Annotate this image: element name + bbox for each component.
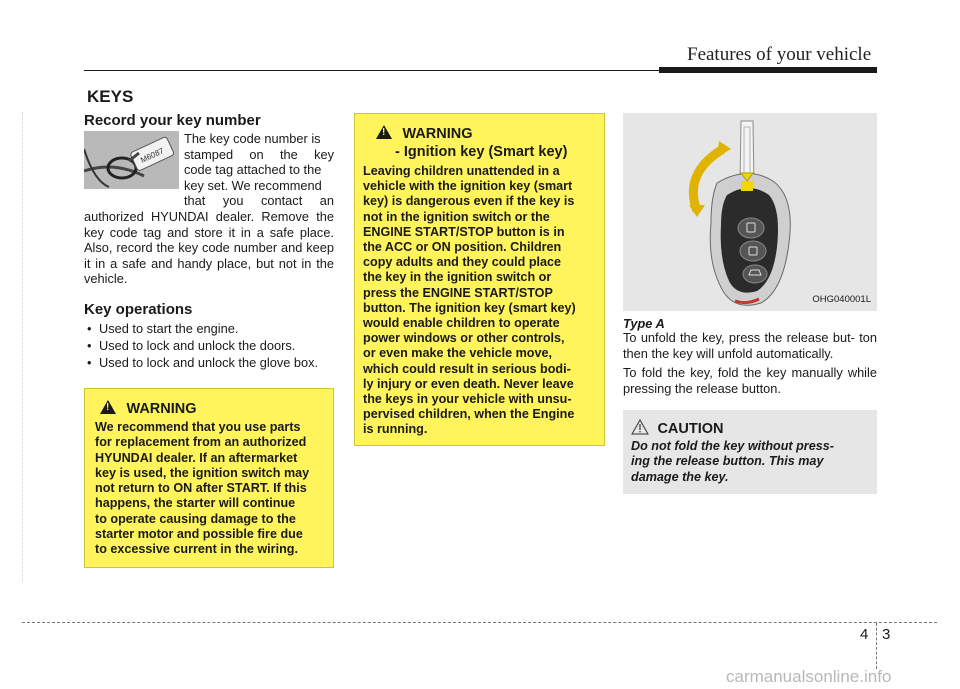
key-tag-text: M6087 <box>139 146 166 165</box>
text-line: which could result in serious bodi- <box>363 361 571 376</box>
text-line: happens, the starter will continue <box>95 496 296 511</box>
text-line: not return to ON after START. If this <box>95 481 307 496</box>
warning-icon: ! <box>376 125 392 139</box>
text-line: the ACC or ON position. Children <box>363 240 562 255</box>
key-operations-heading: Key operations <box>84 301 193 318</box>
list-item: • Used to lock and unlock the glove box. <box>84 354 344 371</box>
margin-guide <box>22 112 23 582</box>
warning-text <box>95 420 324 558</box>
figure-code: OHG040001L <box>812 294 871 305</box>
text-line: key) is dangerous even if the key is <box>363 194 575 209</box>
text-line: power windows or other controls, <box>363 331 565 346</box>
list-item: • Used to start the engine. <box>84 320 344 337</box>
fold-paragraph: To fold the key, fold the key manually while pressing the release button. <box>623 365 877 396</box>
warning-title-row <box>100 400 324 418</box>
text-line: is running. <box>363 422 428 437</box>
caution-icon <box>631 419 649 435</box>
warning-subtitle: - Ignition key (Smart key) <box>395 144 568 160</box>
record-paragraph-wrapped <box>184 131 334 209</box>
warning-parts-box <box>84 388 334 568</box>
record-key-number-heading: Record your key number <box>84 112 261 129</box>
caution-title-row <box>631 419 724 438</box>
list-item: • Used to lock and unlock the doors. <box>84 337 344 354</box>
smart-key-figure <box>623 113 877 311</box>
warning-ignition-box <box>354 113 605 446</box>
text-line: not in the ignition switch or the <box>363 209 550 224</box>
key-tag-image <box>84 131 179 189</box>
unfold-paragraph: To unfold the key, press the release but- ton then the key will unfold automatically. <box>623 330 877 361</box>
text-line: the key in the ignition switch or <box>363 270 552 285</box>
page-number: 3 <box>882 626 891 643</box>
page-divider <box>876 623 877 669</box>
warning-title: WARNING <box>126 401 197 417</box>
text-line: ENGINE START/STOP button is in <box>363 224 565 239</box>
text-line: code tag attached to the <box>184 162 322 178</box>
key-operations-list <box>84 320 344 371</box>
text-line: The key code number is <box>184 131 321 146</box>
warning-title: WARNING <box>402 126 473 142</box>
text-line: to excessive current in the wiring. <box>95 542 298 557</box>
section-title: Features of your vehicle <box>687 44 872 65</box>
text-line: that you contact an <box>184 193 334 209</box>
warning-icon: ! <box>100 400 116 414</box>
type-a-label: Type A <box>623 316 665 331</box>
text-line: vehicle with the ignition key (smart <box>363 179 573 194</box>
text-line: Leaving children unattended in a <box>363 164 560 178</box>
text-line: stamped on the key <box>184 146 334 162</box>
text-line: starter motor and possible fire due <box>95 527 303 542</box>
text-line: HYUNDAI dealer. If an aftermarket <box>95 450 298 465</box>
text-line: Do not fold the key without press- <box>631 439 834 453</box>
watermark: carmanualsonline.info <box>726 667 892 686</box>
text-line: the keys in your vehicle with unsu- <box>363 392 572 407</box>
text-line: button. The ignition key (smart key) <box>363 300 576 315</box>
warning-title-row <box>376 125 597 143</box>
text-line: press the ENGINE START/STOP <box>363 285 553 300</box>
smart-key-illustration <box>623 113 877 311</box>
text-line: pervised children, when the Engine <box>363 407 575 422</box>
text-line: would enable children to operate <box>363 316 560 331</box>
text-line: to operate causing damage to the <box>95 511 296 526</box>
header-rule-accent <box>659 67 877 73</box>
caution-box <box>623 410 877 494</box>
warning-text <box>363 164 597 438</box>
text-line: ing the release button. This may <box>631 454 824 469</box>
caution-title: CAUTION <box>657 421 724 437</box>
text-line: We recommend that you use parts <box>95 420 301 434</box>
chapter-number: 4 <box>860 626 869 643</box>
text-line: key set. We recommend <box>184 177 322 193</box>
caution-text <box>631 439 869 485</box>
text-line: key is used, the ignition switch may <box>95 465 310 480</box>
text-line: or even make the vehicle move, <box>363 346 552 361</box>
footer-rule <box>22 622 937 623</box>
text-line: for replacement from an authorized <box>95 435 307 450</box>
key-tag-illustration <box>84 131 179 189</box>
text-line: damage the key. <box>631 469 729 484</box>
text-line: ly injury or even death. Never leave <box>363 376 574 391</box>
keys-heading: KEYS <box>87 87 134 106</box>
text-line: copy adults and they could place <box>363 255 562 270</box>
record-paragraph: authorized HYUNDAI dealer. Remove the key code tag and store it in a safe place. Also, record the key code number and keep it in a safe and handy place, but not in the vehicle. <box>84 209 334 287</box>
